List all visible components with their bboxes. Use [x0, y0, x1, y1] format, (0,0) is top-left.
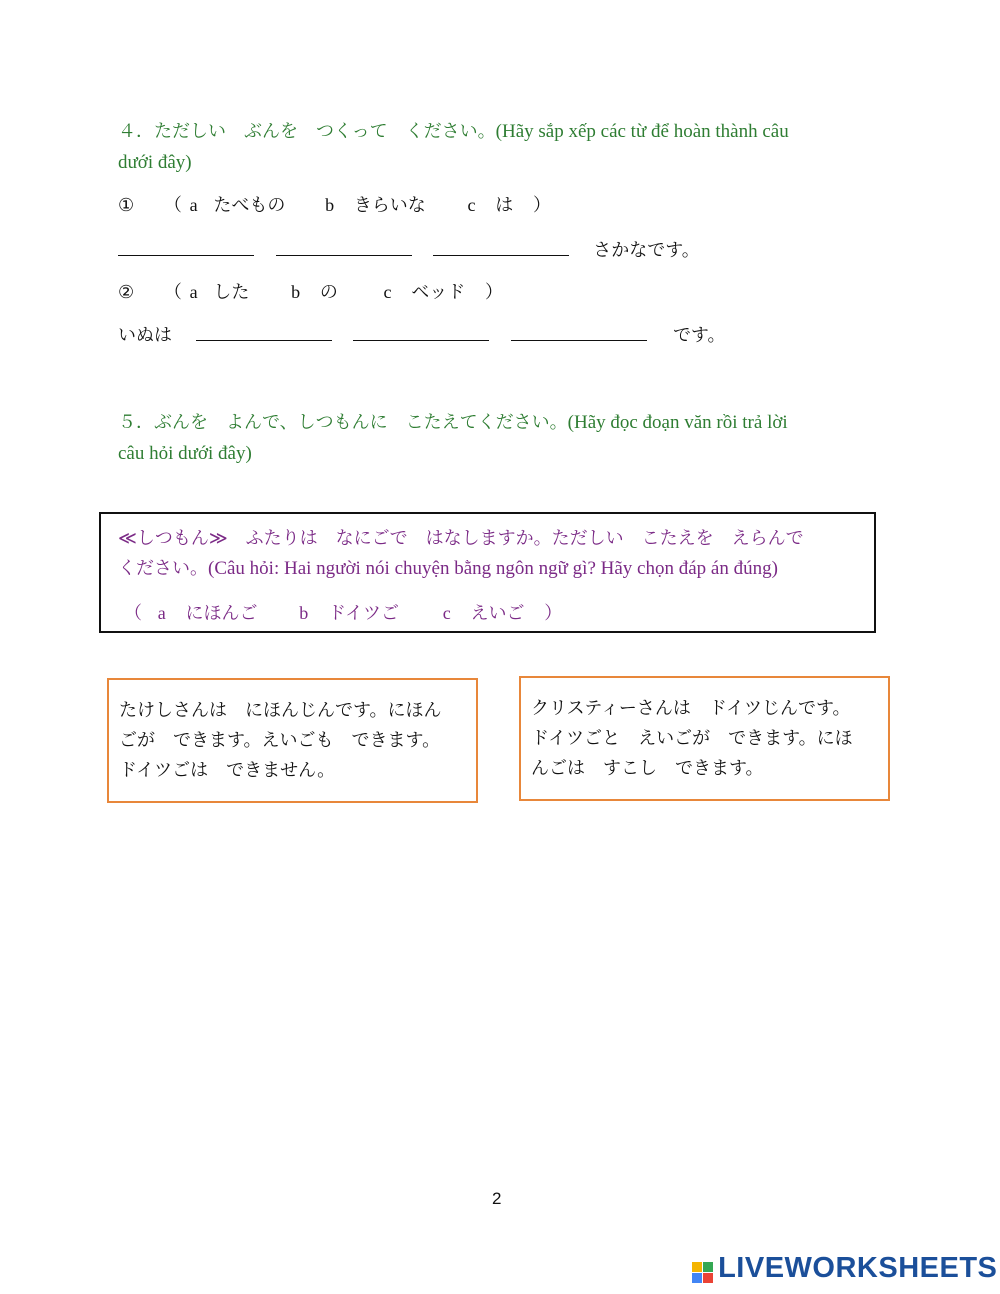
q1-option-b-letter: b	[325, 195, 335, 215]
story-right-line-3: んごは すこし できます。	[531, 758, 764, 779]
story-left-line-2: ごが できます。えいごも できます。	[119, 730, 441, 751]
question-option-c[interactable]: えいご	[470, 603, 525, 624]
q2-number: ②	[118, 282, 135, 303]
q2-option-b-letter: b	[291, 282, 301, 302]
section4-heading-vn-cont: dưới đây)	[118, 152, 192, 173]
section5-heading-vn: (Hãy đọc đoạn văn rồi trả lời	[567, 412, 788, 433]
logo-text: LIVEWORKSHEETS	[718, 1252, 998, 1284]
question-open-paren: （	[124, 603, 142, 624]
q2-option-c-letter: c	[383, 282, 392, 302]
story-left-line-3: ドイツごは できません。	[119, 760, 336, 781]
liveworksheets-cube-icon	[692, 1262, 713, 1283]
q2-option-c: ベッド	[411, 282, 466, 303]
question-line-2-vn: (Câu hỏi: Hai người nói chuyện bằng ngôn ngữ gì? Hãy chọn đáp án đúng)	[208, 558, 778, 579]
q2-blank-2[interactable]	[353, 322, 489, 341]
q1-blank-1[interactable]	[118, 237, 254, 256]
question-box-text	[118, 524, 878, 584]
section5-heading-vn-cont: câu hỏi dưới đây)	[118, 443, 252, 464]
q1-answer-row	[118, 237, 700, 264]
q1-options	[118, 192, 551, 219]
question-option-c-letter[interactable]: c	[442, 603, 451, 623]
q2-option-b: の	[319, 282, 338, 303]
section4-heading	[118, 116, 878, 178]
q1-blank-3[interactable]	[433, 237, 569, 256]
q1-option-a: たべもの	[213, 195, 286, 216]
q1-option-b: きらいな	[353, 195, 426, 216]
question-line-2	[118, 554, 878, 584]
q2-options	[118, 279, 503, 306]
q2-open-paren: （	[163, 282, 182, 303]
story-box-takeshi	[107, 678, 478, 803]
liveworksheets-logo	[692, 1252, 997, 1285]
q1-option-c: は	[495, 195, 514, 216]
q2-option-a-letter: a	[189, 282, 198, 302]
section4-heading-vn: (Hãy sắp xếp các từ để hoàn thành câu	[495, 121, 789, 142]
q1-number: ①	[118, 195, 135, 216]
question-line-2-jp: ください。	[118, 558, 208, 579]
question-close-paren: ）	[544, 603, 563, 624]
q1-blank-2[interactable]	[276, 237, 412, 256]
section5-heading	[118, 407, 878, 469]
story-left-line-1: たけしさんは にほんじんです。にほん	[119, 700, 442, 721]
story-box-christy	[519, 676, 890, 801]
q1-option-c-letter: c	[467, 195, 476, 215]
question-option-a[interactable]: にほんご	[185, 603, 258, 624]
q2-prefix: いぬは	[118, 325, 172, 346]
q2-option-a: した	[213, 282, 250, 303]
question-options	[124, 600, 562, 627]
story-right-line-1: クリスティーさんは ドイツじんです。	[531, 698, 851, 719]
q2-blank-1[interactable]	[196, 322, 332, 341]
q1-open-paren: （	[163, 195, 182, 216]
q2-blank-3[interactable]	[511, 322, 647, 341]
page-number: 2	[492, 1189, 502, 1208]
section5-heading-jp: ５．ぶんを よんで、しつもんに こたえてください。	[118, 412, 568, 433]
question-option-a-letter[interactable]: a	[157, 603, 166, 623]
q2-suffix: です。	[672, 325, 726, 346]
section4-heading-jp: ４．ただしい ぶんを つくって ください。	[118, 121, 496, 142]
question-option-b-letter[interactable]: b	[299, 603, 309, 623]
q1-close-paren: ）	[533, 195, 552, 216]
q1-option-a-letter: a	[189, 195, 198, 215]
q1-suffix: さかなです。	[593, 240, 700, 261]
story-right-line-2: ドイツごと えいごが できます。にほ	[531, 728, 853, 749]
q2-close-paren: ）	[485, 282, 504, 303]
question-option-b[interactable]: ドイツご	[327, 603, 400, 624]
q2-answer-row	[118, 322, 726, 349]
question-line-1: ≪しつもん≫ ふたりは なにごで はなしますか。ただしい こたえを えらんで	[118, 528, 804, 549]
